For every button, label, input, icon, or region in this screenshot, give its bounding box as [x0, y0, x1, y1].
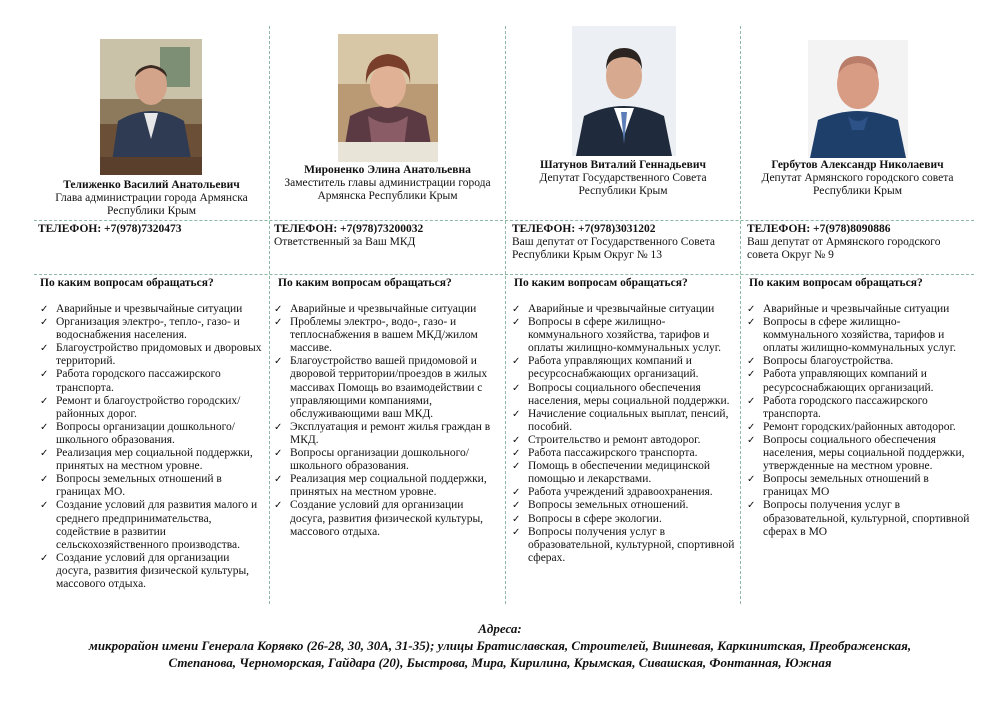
questions-list	[745, 303, 970, 539]
question-item: ✓ Начисление социальных выплат, пенсий, пособий.	[510, 408, 738, 434]
question-item: ✓ Реализация мер социальной поддержки, принятых на местном уровне.	[272, 473, 500, 499]
question-item: ✓ Вопросы организации дошкольного/школьного образования.	[38, 421, 266, 447]
question-item: ✓ Аварийные и чрезвычайные ситуации	[745, 303, 970, 316]
contact-role: Глава администрации города Армянска Республики Крым	[55, 192, 248, 217]
questions-list	[38, 303, 266, 591]
phone-number: +7(978)7320473	[104, 223, 182, 235]
contact-role: Депутат Армянского городского совета Республики Крым	[761, 172, 954, 197]
contact-column-1	[34, 26, 269, 604]
question-item: ✓ Работа управляющих компаний и ресурсоснабжающих организаций.	[510, 355, 738, 381]
question-item: ✓ Работа городского пассажирского транспорта.	[38, 368, 266, 394]
addresses-line-2: Степанова, Черноморская, Гайдара (20), Быстрова, Мира, Кирилина, Крымская, Сивашская, Фонтанная, Южная	[168, 655, 832, 670]
contact-note: Ответственный за Ваш МКД	[274, 236, 416, 248]
question-item: ✓ Вопросы в сфере жилищно-коммунального хозяйства, тарифов и оплаты жилищно-коммунальных услуг.	[745, 316, 970, 355]
contact-note: Ваш депутат от Государственного Совета Республики Крым Округ № 13	[512, 236, 715, 261]
question-item: ✓ Благоустройство придомовых и дворовых территорий.	[38, 342, 266, 368]
question-item: ✓ Вопросы благоустройства.	[745, 355, 970, 368]
question-item: ✓ Вопросы в сфере экологии.	[510, 513, 738, 526]
question-item: ✓ Аварийные и чрезвычайные ситуации	[510, 303, 738, 316]
question-item: ✓ Реализация мер социальной поддержки, принятых на местном уровне.	[38, 447, 266, 473]
question-item: ✓ Работа управляющих компаний и ресурсоснабжающих организаций.	[745, 368, 970, 394]
question-item: ✓ Вопросы земельных отношений в границах МО.	[38, 473, 266, 499]
contact-role: Заместитель главы администрации города Армянска Республики Крым	[284, 177, 491, 202]
questions-heading: По каким вопросам обращаться?	[40, 277, 214, 289]
question-item: ✓ Вопросы земельных отношений.	[510, 499, 738, 512]
question-item: ✓ Аварийные и чрезвычайные ситуации	[38, 303, 266, 316]
question-item: ✓ Работа городского пассажирского транспорта.	[745, 395, 970, 421]
questions-list	[272, 303, 500, 539]
questions-heading: По каким вопросам обращаться?	[514, 277, 688, 289]
contact-column-3	[506, 26, 740, 604]
photo-shatunov	[572, 26, 676, 156]
question-item: ✓ Работа учреждений здравоохранения.	[510, 486, 738, 499]
phone-label: ТЕЛЕФОН:	[274, 223, 338, 235]
questions-heading: По каким вопросам обращаться?	[278, 277, 452, 289]
phone-label: ТЕЛЕФОН:	[512, 223, 576, 235]
questions-heading: По каким вопросам обращаться?	[749, 277, 923, 289]
question-item: ✓ Создание условий для организации досуга, развития физической культуры, массового отдыха.	[272, 499, 500, 538]
question-item: ✓ Строительство и ремонт автодорог.	[510, 434, 738, 447]
phone-number: +7(978)8090886	[813, 223, 891, 235]
question-item: ✓ Вопросы социального обеспечения населения, меры социальной поддержки, утвержденные на местном уровне.	[745, 434, 970, 473]
contacts-sheet	[34, 26, 974, 604]
contact-name: Шатунов Виталий Геннадьевич	[540, 159, 706, 171]
portrait-photo-icon	[572, 26, 676, 156]
question-item: ✓ Аварийные и чрезвычайные ситуации	[272, 303, 500, 316]
photo-mironenko	[338, 34, 438, 162]
contact-phone	[512, 223, 738, 236]
question-item: ✓ Эксплуатация и ремонт жилья граждан в МКД.	[272, 421, 500, 447]
addresses-line-1: микрорайон имени Генерала Корявко (26-28, 30, 30А, 31-35); улицы Братиславская, Строителей, Вишневая, Каркинитская, Преображенская,	[88, 638, 912, 653]
phone-number: +7(978)3031202	[578, 223, 656, 235]
question-item: ✓ Благоустройство вашей придомовой и дворовой территории/проездов в жилых массивах Помощь во взаимодействии с управляющими компаниями, обслуживающими ваш МКД.	[272, 355, 500, 420]
portrait-photo-icon	[338, 34, 438, 162]
question-item: ✓ Ремонт городских/районных автодорог.	[745, 421, 970, 434]
addresses-title: Адреса:	[478, 621, 522, 636]
question-item: ✓ Вопросы земельных отношений в границах МО	[745, 473, 970, 499]
contact-role: Депутат Государственного Совета Республики Крым	[539, 172, 707, 197]
question-item: ✓ Создание условий для организации досуга, развития физической культуры, массового отдыха.	[38, 552, 266, 591]
question-item: ✓ Вопросы организации дошкольного/школьного образования.	[272, 447, 500, 473]
question-item: ✓ Организация электро-, тепло-, газо- и водоснабжения населения.	[38, 316, 266, 342]
contact-note: Ваш депутат от Армянского городского совета Округ № 9	[747, 236, 941, 261]
contact-name: Мироненко Элина Анатольевна	[304, 164, 471, 176]
questions-list	[510, 303, 738, 565]
question-item: ✓ Помощь в обеспечении медицинской помощью и лекарствами.	[510, 460, 738, 486]
question-item: ✓ Вопросы в сфере жилищно-коммунального хозяйства, тарифов и оплаты жилищно-коммунальных услуг.	[510, 316, 738, 355]
contact-name: Гербутов Александр Николаевич	[771, 159, 944, 171]
contact-phone	[38, 223, 266, 236]
portrait-photo-icon	[808, 40, 908, 158]
question-item: ✓ Создание условий для развития малого и среднего предпринимательства, содействие в развитии сельскохозяйственного производства.	[38, 499, 266, 551]
photo-telizhenko	[100, 39, 202, 175]
contact-phone	[274, 223, 502, 236]
question-item: ✓ Вопросы получения услуг в образовательной, культурной, спортивной сферах в МО	[745, 499, 970, 538]
portrait-photo-icon	[100, 39, 202, 175]
question-item: ✓ Проблемы электро-, водо-, газо- и теплоснабжения в вашем МКД/жилом массиве.	[272, 316, 500, 355]
question-item: ✓ Работа пассажирского транспорта.	[510, 447, 738, 460]
contact-column-4	[741, 26, 974, 604]
phone-number: +7(978)73200032	[340, 223, 424, 235]
question-item: ✓ Вопросы получения услуг в образовательной, культурной, спортивной сферах.	[510, 526, 738, 565]
contact-phone	[747, 223, 972, 236]
photo-gerbutov	[808, 40, 908, 158]
phone-label: ТЕЛЕФОН:	[747, 223, 811, 235]
question-item: ✓ Ремонт и благоустройство городских/районных дорог.	[38, 395, 266, 421]
phone-label: ТЕЛЕФОН:	[38, 223, 102, 235]
question-item: ✓ Вопросы социального обеспечения населения, меры социальной поддержки.	[510, 382, 738, 408]
contact-name: Телиженко Василий Анатольевич	[63, 179, 240, 191]
contact-column-2	[270, 26, 505, 604]
